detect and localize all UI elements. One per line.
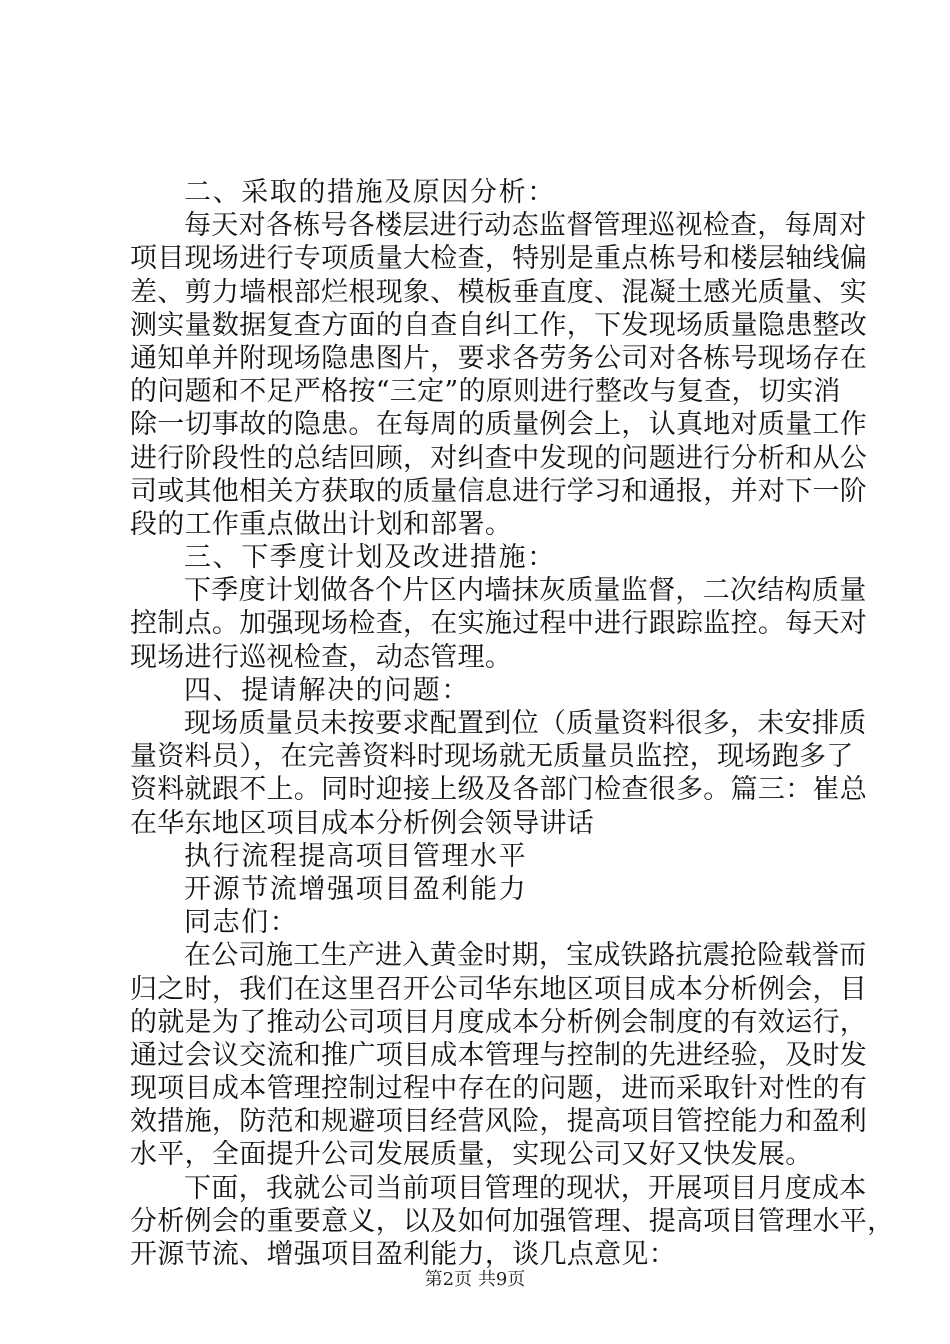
text-line: 每天对各栋号各楼层进行动态监督管理巡视检查，每周对 <box>184 210 867 242</box>
text-line: 开源节流、增强项目盈利能力，谈几点意见： <box>130 1239 676 1270</box>
text-line: 二、采取的措施及原因分析： <box>184 177 556 208</box>
text-line: 的就是为了推动公司项目月度成本分析例会制度的有效运行， <box>130 1006 868 1038</box>
text-line: 下季度计划做各个片区内墙抹灰质量监督，二次结构质量 <box>184 575 867 607</box>
page-indicator: 第2页 共9页 <box>424 1269 526 1290</box>
text-line: 在华东地区项目成本分析例会领导讲话 <box>130 807 595 839</box>
text-line: 分析例会的重要意义，以及如何加强管理、提高项目管理水平， <box>130 1205 895 1237</box>
text-line: 效措施，防范和规避项目经营风险，提高项目管控能力和盈利 <box>130 1106 868 1138</box>
text-line: 资料就跟不上。同时迎接上级及各部门检查很多。篇三：崔总 <box>130 774 868 806</box>
document-body <box>130 176 895 1271</box>
text-line: 在公司施工生产进入黄金时期，宝成铁路抗震抢险载誉而 <box>184 940 867 972</box>
text-line: 通知单并附现场隐患图片，要求各劳务公司对各栋号现场存在 <box>130 342 868 374</box>
text-line: 除一切事故的隐患。在每周的质量例会上，认真地对质量工作 <box>130 409 868 441</box>
text-line: 下面，我就公司当前项目管理的现状，开展项目月度成本 <box>184 1172 867 1204</box>
text-line: 通过会议交流和推广项目成本管理与控制的先进经验，及时发 <box>130 1039 868 1071</box>
text-line: 差、剪力墙根部烂根现象、模板垂直度、混凝土感光质量、实 <box>130 276 868 308</box>
text-line: 司或其他相关方获取的质量信息进行学习和通报，并对下一阶 <box>130 475 868 507</box>
text-line: 量资料员），在完善资料时现场就无质量员监控，现场跑多了 <box>130 741 854 773</box>
text-line: 进行阶段性的总结回顾，对纠查中发现的问题进行分析和从公 <box>130 442 868 474</box>
text-line: 三、下季度计划及改进措施： <box>184 542 556 574</box>
text-line: 测实量数据复查方面的自查自纠工作，下发现场质量隐患整改 <box>130 309 868 341</box>
text-line: 水平，全面提升公司发展质量，实现公司又好又快发展。 <box>130 1139 813 1171</box>
text-line: 现场质量员未按要求配置到位（质量资料很多，未安排质 <box>184 708 867 739</box>
text-line: 控制点。加强现场检查，在实施过程中进行跟踪监控。每天对 <box>130 608 868 640</box>
text-line: 的问题和不足严格按“三定”的原则进行整改与复查，切实消 <box>130 376 841 408</box>
text-line: 项目现场进行专项质量大检查，特别是重点栋号和楼层轴线偏 <box>130 243 868 275</box>
text-line: 现项目成本管理控制过程中存在的问题，进而采取针对性的有 <box>130 1073 868 1105</box>
text-line: 执行流程提高项目管理水平 <box>184 840 528 872</box>
text-line: 同志们： <box>184 907 299 939</box>
text-line: 段的工作重点做出计划和部署。 <box>130 508 513 540</box>
text-line: 开源节流增强项目盈利能力 <box>184 873 528 905</box>
text-line: 四、提请解决的问题： <box>184 674 470 706</box>
text-line: 归之时，我们在这里召开公司华东地区项目成本分析例会，目 <box>130 973 868 1005</box>
page-footer <box>0 1268 950 1292</box>
text-line: 现场进行巡视检查，动态管理。 <box>130 641 513 673</box>
